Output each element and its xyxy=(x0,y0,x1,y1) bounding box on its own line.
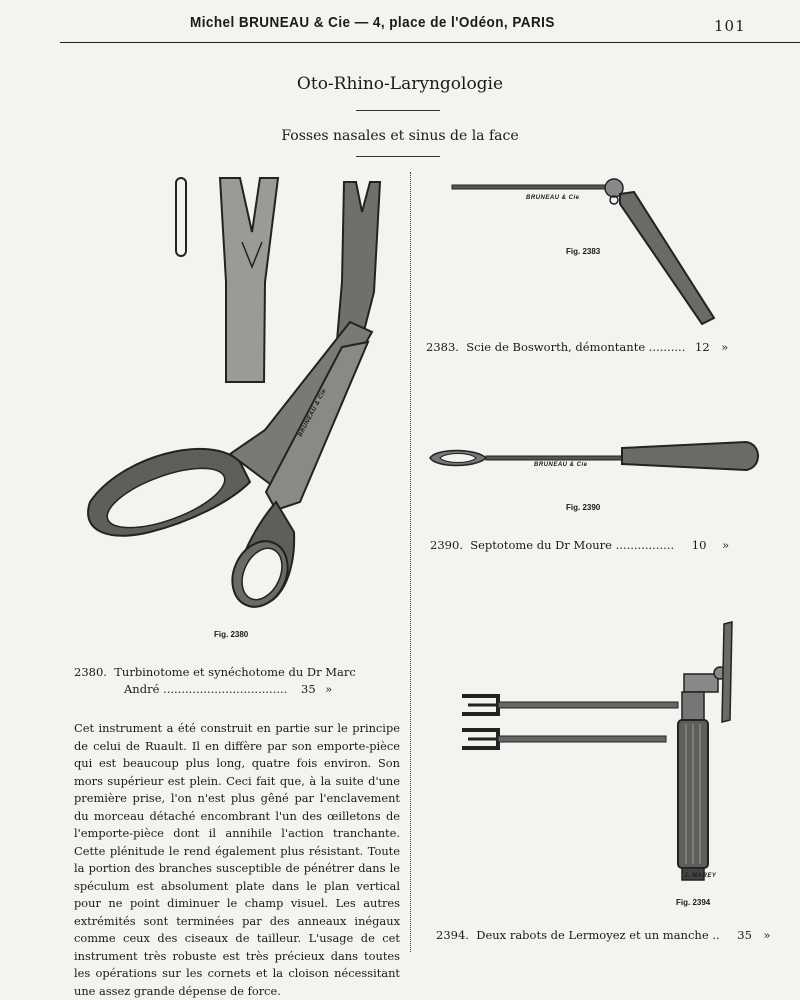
item-2394-price: 35 xyxy=(737,928,752,942)
column-divider xyxy=(410,172,411,952)
item-2394-number: 2394. xyxy=(436,928,469,942)
lermoyez-rasps-illustration xyxy=(458,620,748,890)
item-2383-price: 12 xyxy=(695,340,710,354)
subtitle-rule xyxy=(356,156,440,157)
fig-2390-caption: Fig. 2390 xyxy=(566,503,601,512)
header-rule xyxy=(60,42,800,43)
item-2383-suffix: » xyxy=(721,340,729,354)
item-2380-number: 2380. xyxy=(74,665,107,679)
item-2380-name-cont: André xyxy=(124,682,160,696)
item-2390-number: 2390. xyxy=(430,538,463,552)
item-2380-suffix: » xyxy=(325,682,333,696)
page-number: 101 xyxy=(714,17,746,35)
item-2383-name: Scie de Bosworth, démontante xyxy=(466,340,646,354)
item-2390-dots: ................ xyxy=(615,538,675,552)
item-2383 xyxy=(426,340,728,354)
subsection-title: Fosses nasales et sinus de la face xyxy=(281,128,519,144)
item-2380-name: Turbinotome et synéchotome du Dr Marc xyxy=(114,665,356,679)
fig-2390-engraving: BRUNEAU & Cie xyxy=(534,462,588,468)
header-company: Michel BRUNEAU & Cie — 4, place de l'Odéon, PARIS xyxy=(190,14,555,31)
fig-2394-caption: Fig. 2394 xyxy=(676,898,711,907)
item-2380-dots: .................................. xyxy=(163,682,288,696)
section-title: Oto-Rhino-Laryngologie xyxy=(296,74,504,94)
item-2390-suffix: » xyxy=(722,538,730,552)
fig-2383-caption: Fig. 2383 xyxy=(566,247,601,256)
item-2390-name: Septotome du Dr Moure xyxy=(470,538,612,552)
fig-2380-engraving: BRUNEAU & Cie xyxy=(297,387,328,439)
septotome-illustration xyxy=(426,438,766,478)
item-2380-line2 xyxy=(124,682,332,696)
fig-2394-engraving: J. MAREY xyxy=(684,873,717,879)
description-paragraph: Cet instrument a été construit en partie sur le principe de celui de Ruault. Il en diffère par son emporte-pièce qui est beaucoup plus long, quatre fois environ. Son mors supérieur est plein. Ceci fait que, à la suite d'une première prise, l'on n'est plus gêné par l'enclavement du morceau détaché encombrant l'un des œilletons de l'emporte-pièce dont il annihile l'action tranchante. Cette plénitude le rend également plus résistant. Toute la portion des branches susceptible de pénétrer dans le spéculum est absolument plate dans le plan vertical pour ne point diminuer le champ visuel. Les autres extrémités sont terminées par des anneaux inégaux comme ceux des ciseaux de tailleur. L'usage de cet instrument très robuste est très précieux dans toutes les opérations sur les cornets et la cloison nécessitant une assez grande dépense de force. xyxy=(74,721,400,998)
title-rule xyxy=(356,110,440,111)
item-2380-line1 xyxy=(74,665,356,679)
fig-2383-engraving: BRUNEAU & Cie xyxy=(526,195,580,201)
item-2394-dots: .. xyxy=(712,928,720,942)
item-2383-number: 2383. xyxy=(426,340,459,354)
item-2394-suffix: » xyxy=(763,928,771,942)
item-2383-dots: .......... xyxy=(648,340,686,354)
fig-2380-caption: Fig. 2380 xyxy=(214,630,249,639)
item-2394 xyxy=(436,928,771,942)
item-2390-price: 10 xyxy=(691,538,707,552)
turbinotome-illustration xyxy=(80,172,410,622)
item-2394-name: Deux rabots de Lermoyez et un manche xyxy=(476,928,709,942)
item-2380-price: 35 xyxy=(301,682,316,696)
item-2390 xyxy=(430,538,729,552)
